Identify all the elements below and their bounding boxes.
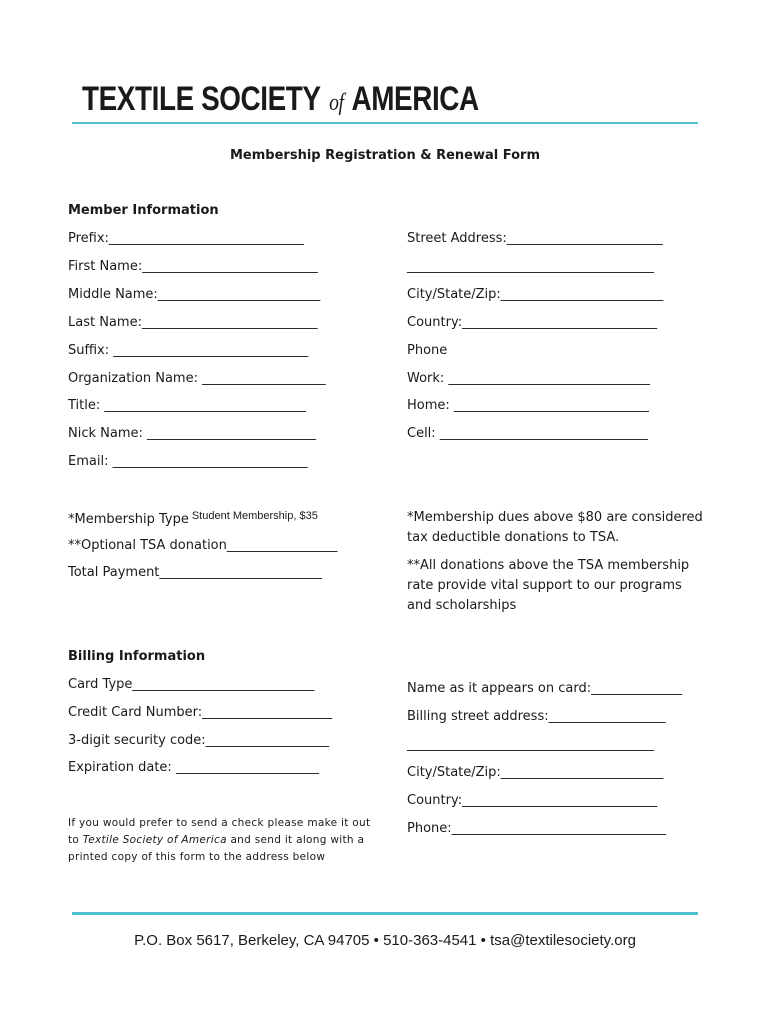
total-payment-field[interactable]: Total Payment_________________________ xyxy=(68,565,322,580)
logo-text-1: TEXTILE SOCIETY xyxy=(82,80,321,118)
billing-city-state-zip-field[interactable]: City/State/Zip:_________________________ xyxy=(407,765,664,780)
name-on-card-field[interactable]: Name as it appears on card:______________ xyxy=(407,681,683,696)
phone-label: Phone xyxy=(407,343,448,358)
check-note-text-1: If you would prefer to send a check please make it out to xyxy=(68,817,371,846)
organization-name-field[interactable]: Organization Name: ___________________ xyxy=(68,371,326,386)
footer-contact: P.O. Box 5617, Berkeley, CA 94705 • 510-363-4541 • tsa@textilesociety.org xyxy=(134,932,636,949)
logo-text-2: AMERICA xyxy=(351,80,479,118)
optional-donation-field[interactable]: **Optional TSA donation_________________ xyxy=(68,538,338,553)
expiration-date-field[interactable]: Expiration date: ______________________ xyxy=(68,760,319,775)
street-address-field[interactable]: Street Address:________________________ xyxy=(407,231,663,246)
billing-phone-field[interactable]: Phone:_________________________________ xyxy=(407,821,667,836)
tax-deductible-note: *Membership dues above $80 are considered tax deductible donations to TSA. xyxy=(407,510,703,545)
nick-name-field[interactable]: Nick Name: __________________________ xyxy=(68,426,317,441)
tsa-logo xyxy=(82,80,479,119)
billing-street-address-field[interactable]: Billing street address:__________________ xyxy=(407,709,666,724)
email-field[interactable]: Email: ______________________________ xyxy=(68,454,308,469)
form-title: Membership Registration & Renewal Form xyxy=(230,148,540,163)
billing-street-address-line2-field[interactable]: ______________________________________ xyxy=(407,737,654,752)
first-name-field[interactable]: First Name:___________________________ xyxy=(68,259,318,274)
membership-type-field[interactable] xyxy=(68,510,318,527)
logo-text-of: of xyxy=(329,90,344,116)
work-phone-field[interactable]: Work: _______________________________ xyxy=(407,371,650,386)
cell-phone-field[interactable]: Cell: ________________________________ xyxy=(407,426,648,441)
footer-divider xyxy=(72,912,698,915)
prefix-field[interactable]: Prefix:______________________________ xyxy=(68,231,304,246)
country-field[interactable]: Country:______________________________ xyxy=(407,315,658,330)
title-field[interactable]: Title: _______________________________ xyxy=(68,398,306,413)
credit-card-number-field[interactable]: Credit Card Number:____________________ xyxy=(68,705,333,720)
check-payment-note xyxy=(68,815,378,866)
middle-name-field[interactable]: Middle Name:_________________________ xyxy=(68,287,321,302)
membership-type-label: *Membership Type xyxy=(68,512,189,527)
home-phone-field[interactable]: Home: ______________________________ xyxy=(407,398,649,413)
billing-info-heading: Billing Information xyxy=(68,649,206,664)
check-note-org-name: Textile Society of America xyxy=(82,834,227,846)
last-name-field[interactable]: Last Name:___________________________ xyxy=(68,315,318,330)
city-state-zip-field[interactable]: City/State/Zip:_________________________ xyxy=(407,287,664,302)
security-code-field[interactable]: 3-digit security code:___________________ xyxy=(68,733,330,748)
header-divider xyxy=(72,122,698,124)
check-note-text-2: and send it along with a printed copy of this form to the address below xyxy=(68,834,365,863)
membership-type-value[interactable]: Student Membership, $35 xyxy=(191,510,318,522)
suffix-field[interactable]: Suffix: ______________________________ xyxy=(68,343,309,358)
billing-country-field[interactable]: Country:______________________________ xyxy=(407,793,658,808)
card-type-field[interactable]: Card Type____________________________ xyxy=(68,677,315,692)
member-info-heading: Member Information xyxy=(68,203,219,218)
donation-support-note: **All donations above the TSA membership rate provide vital support to our programs and scholarships xyxy=(407,558,690,613)
street-address-line2-field[interactable]: ______________________________________ xyxy=(407,259,654,274)
